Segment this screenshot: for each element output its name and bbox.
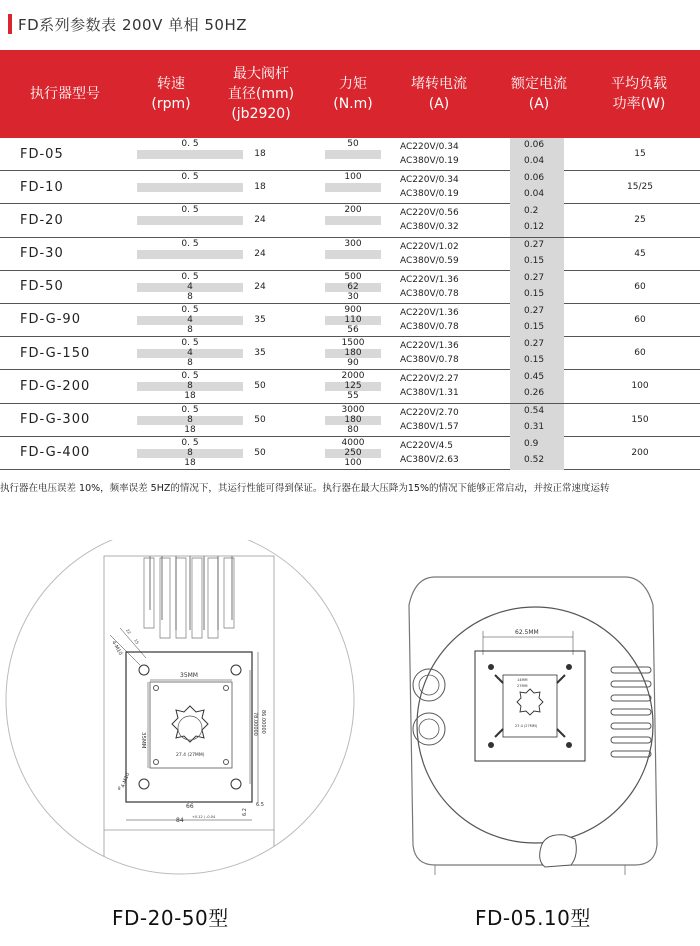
model-cell: FD-20 (20, 212, 64, 228)
current-220v: AC220V/1.36 (400, 341, 459, 352)
rated-current-cell (510, 370, 564, 403)
torque-value: 50 (347, 139, 359, 149)
torque-cell (325, 371, 381, 401)
speed-cell (137, 205, 243, 215)
speed-value: 18 (184, 457, 196, 468)
current-220v: AC220V/2.27 (400, 374, 459, 385)
svg-text:6.2: 6.2 (242, 808, 248, 816)
current-220v: AC220V/0.34 (400, 142, 459, 152)
power-cell: 200 (631, 447, 649, 458)
diameter-cell: 24 (254, 248, 266, 259)
svg-text:27.4 (27MM): 27.4 (27MM) (176, 753, 205, 758)
title-accent-bar (8, 14, 12, 34)
header-speed: 转速 (rpm) (151, 76, 191, 112)
power-cell: 25 (634, 215, 646, 226)
speed-value: 8 (187, 414, 193, 425)
rated-current-cell (510, 238, 564, 271)
current-380v: AC380V/0.59 (400, 255, 459, 266)
stall-current-cell (400, 372, 480, 400)
svg-text:4-M10: 4-M10 (120, 771, 132, 789)
header-diameter: 最大阀杆 直径(mm) (jb2920) (227, 66, 295, 122)
rated-380v: 0.15 (524, 255, 545, 266)
footnote: 执行器在电压误差 10%，频率误差 5HZ的情况下，其运行性能可得到保证。执行器在最大压降为15%的情况下能够正常启动，并按正常速度运转 (0, 483, 610, 494)
table-row (0, 171, 700, 204)
caption-right: FD-05.10型 (475, 906, 591, 930)
stall-current-cell (400, 339, 480, 367)
svg-text:27.4 (27MM): 27.4 (27MM) (515, 724, 538, 728)
handle (540, 835, 577, 867)
power-cell: 100 (631, 381, 649, 392)
speed-value: 0. 5 (181, 139, 199, 149)
svg-text:35MM: 35MM (140, 732, 146, 749)
power-cell: 15 (634, 149, 646, 159)
rated-current-cell (510, 404, 564, 437)
speed-bar (137, 150, 243, 159)
torque-cell (325, 338, 381, 368)
header-stall-current: 堵转电流 (A) (411, 76, 467, 112)
current-380v: AC380V/2.63 (400, 454, 459, 465)
current-380v: AC380V/0.19 (400, 189, 459, 200)
torque-value: 90 (347, 358, 359, 369)
port-lower (413, 713, 445, 745)
power-cell: 60 (634, 281, 646, 292)
speed-value: 0. 5 (181, 371, 199, 382)
model-cell: FD-G-200 (20, 378, 91, 394)
rated-220v: 0.27 (524, 239, 545, 250)
rated-380v: 0.15 (524, 288, 545, 299)
table-row (0, 204, 700, 237)
speed-value: 8 (187, 291, 193, 302)
speed-cell (137, 405, 243, 435)
rated-current-cell (510, 138, 564, 171)
speed-value: 18 (184, 424, 196, 435)
power-cell: 60 (634, 314, 646, 325)
speed-value: 18 (184, 391, 196, 402)
speed-value: 4 (187, 281, 193, 292)
current-220v: AC220V/1.36 (400, 307, 459, 318)
svg-text:84: 84 (176, 817, 184, 824)
speed-cell (137, 338, 243, 368)
stall-current-cell (400, 406, 480, 434)
header-rated-current: 额定电流 (A) (511, 76, 567, 112)
speed-value: 0. 5 (181, 338, 199, 349)
torque-cell (325, 205, 381, 215)
svg-text:14MM: 14MM (517, 678, 528, 682)
torque-value: 900 (344, 304, 362, 315)
torque-value: 100 (344, 457, 362, 468)
speed-value: 8 (187, 381, 193, 392)
speed-cell (137, 239, 243, 249)
table-row (0, 337, 700, 370)
torque-value: 200 (344, 205, 362, 216)
rated-380v: 0.52 (524, 454, 545, 465)
table-row (0, 271, 700, 304)
rated-380v: 0.04 (524, 189, 545, 200)
svg-text:78.00000: 78.00000 (252, 712, 258, 736)
speed-cell (137, 438, 243, 468)
svg-text:4-M10: 4-M10 (110, 640, 124, 657)
current-220v: AC220V/1.36 (400, 274, 459, 285)
speed-value: 0. 5 (181, 437, 199, 448)
svg-text:15: 15 (133, 638, 141, 645)
model-cell: FD-G-300 (20, 412, 91, 427)
speed-cell (137, 172, 243, 182)
table-row (0, 304, 700, 337)
drawing-fd-05-10 (395, 565, 695, 895)
rated-current-cell (510, 337, 564, 370)
torque-bar (325, 216, 381, 225)
power-cell: 150 (631, 414, 649, 425)
table-row (0, 370, 700, 403)
drawing-fd-20-50 (0, 540, 360, 900)
svg-text:6.5: 6.5 (256, 802, 264, 808)
diameter-cell: 18 (254, 182, 266, 193)
current-380v: AC380V/0.32 (400, 222, 459, 233)
torque-bar (325, 183, 381, 192)
speed-value: 4 (187, 348, 193, 359)
torque-cell (325, 405, 381, 435)
svg-text:86.00000: 86.00000 (260, 710, 266, 734)
diameter-cell: 35 (254, 348, 266, 359)
speed-value: 0. 5 (181, 172, 199, 183)
current-380v: AC380V/1.31 (400, 388, 459, 399)
rated-current-cell (510, 271, 564, 304)
stall-current-cell (400, 439, 480, 467)
cooling-fins (150, 556, 232, 630)
speed-value: 0. 5 (181, 238, 199, 249)
rated-220v: 0.27 (524, 305, 545, 316)
torque-value: 55 (347, 391, 359, 402)
rated-220v: 0.27 (524, 339, 545, 350)
torque-value: 250 (344, 447, 362, 458)
diameter-cell: 50 (254, 381, 266, 392)
power-cell: 60 (634, 348, 646, 359)
table-title (8, 12, 247, 36)
stall-current-cell (400, 240, 480, 268)
current-380v: AC380V/0.78 (400, 321, 459, 332)
model-cell: FD-05 (20, 146, 64, 162)
torque-value: 500 (344, 271, 362, 282)
svg-text:8: 8 (118, 786, 121, 791)
torque-value: 80 (347, 424, 359, 435)
rated-220v: 0.06 (524, 173, 545, 184)
stall-current-cell (400, 140, 480, 168)
current-220v: AC220V/2.70 (400, 407, 459, 418)
speed-value: 0. 5 (181, 205, 199, 216)
current-380v: AC380V/0.78 (400, 355, 459, 366)
rated-220v: 0.2 (524, 206, 539, 217)
stall-current-cell (400, 206, 480, 234)
rated-220v: 0.54 (524, 405, 545, 416)
svg-text:+0.12 / -0.04: +0.12 / -0.04 (192, 815, 216, 819)
torque-cell (325, 272, 381, 302)
model-cell: FD-G-400 (20, 445, 91, 461)
speed-cell (137, 139, 243, 149)
current-380v: AC380V/0.19 (400, 156, 459, 166)
speed-value: 0. 5 (181, 271, 199, 282)
rated-current-cell (510, 304, 564, 337)
rated-current-cell (510, 204, 564, 237)
rated-380v: 0.31 (524, 421, 545, 432)
speed-cell (137, 272, 243, 302)
model-cell: FD-50 (20, 279, 64, 295)
diameter-cell: 50 (254, 447, 266, 458)
current-380v: AC380V/1.57 (400, 421, 459, 432)
header-model: 执行器型号 (30, 86, 100, 102)
table-body (0, 138, 700, 470)
speed-value: 0. 5 (181, 404, 199, 415)
torque-cell (325, 139, 381, 149)
torque-value: 1500 (341, 338, 365, 349)
model-cell: FD-10 (20, 179, 64, 195)
torque-value: 100 (344, 172, 362, 183)
rated-220v: 0.45 (524, 372, 545, 383)
stall-current-cell (400, 306, 480, 334)
speed-value: 4 (187, 314, 193, 325)
torque-value: 62 (347, 281, 359, 292)
torque-value: 2000 (341, 371, 365, 382)
svg-text:66: 66 (186, 803, 194, 810)
stall-current-cell (400, 273, 480, 301)
speed-value: 0. 5 (181, 304, 199, 315)
torque-value: 4000 (341, 437, 365, 448)
rated-220v: 0.06 (524, 140, 545, 150)
svg-text:27MM: 27MM (517, 684, 528, 688)
rated-380v: 0.12 (524, 222, 545, 233)
diameter-cell: 24 (254, 215, 266, 226)
table-row (0, 437, 700, 470)
current-220v: AC220V/1.02 (400, 241, 459, 252)
current-220v: AC220V/4.5 (400, 440, 453, 451)
power-cell: 45 (634, 248, 646, 259)
cooling-fins-right (611, 667, 651, 757)
speed-value: 8 (187, 447, 193, 458)
torque-cell (325, 438, 381, 468)
stall-current-cell (400, 173, 480, 201)
diameter-cell: 18 (254, 149, 266, 159)
speed-cell (137, 305, 243, 335)
table-row (0, 238, 700, 271)
speed-value: 8 (187, 358, 193, 369)
current-220v: AC220V/0.34 (400, 175, 459, 186)
torque-cell (325, 305, 381, 335)
rated-current-cell (510, 171, 564, 204)
rated-380v: 0.04 (524, 156, 545, 166)
speed-bar (137, 216, 243, 225)
table-header (0, 50, 700, 138)
table-row (0, 138, 700, 171)
rated-380v: 0.26 (524, 388, 545, 399)
torque-value: 125 (344, 381, 362, 392)
torque-bar (325, 150, 381, 159)
current-380v: AC380V/0.78 (400, 288, 459, 299)
diameter-cell: 50 (254, 414, 266, 425)
speed-bar (137, 183, 243, 192)
speed-value: 8 (187, 324, 193, 335)
rated-380v: 0.15 (524, 321, 545, 332)
torque-value: 180 (344, 348, 362, 359)
model-cell: FD-30 (20, 246, 64, 262)
torque-value: 56 (347, 324, 359, 335)
caption-left: FD-20-50型 (112, 906, 229, 930)
power-cell: 15/25 (627, 182, 653, 193)
diameter-cell: 24 (254, 281, 266, 292)
model-cell: FD-G-150 (20, 345, 91, 361)
title-text: FD系列参数表 200V 单相 50HZ (18, 15, 248, 34)
diameter-cell: 35 (254, 314, 266, 325)
torque-value: 3000 (341, 404, 365, 415)
svg-text:35MM: 35MM (180, 672, 198, 679)
rated-380v: 0.15 (524, 355, 545, 366)
svg-text:62.5MM: 62.5MM (515, 629, 539, 636)
speed-cell (137, 371, 243, 401)
rated-220v: 0.9 (524, 438, 539, 449)
rated-current-cell (510, 437, 564, 470)
rated-220v: 0.27 (524, 272, 545, 283)
torque-value: 180 (344, 414, 362, 425)
table-row (0, 404, 700, 437)
torque-cell (325, 239, 381, 249)
current-220v: AC220V/0.56 (400, 208, 459, 219)
svg-text:22: 22 (125, 628, 133, 635)
speed-bar (137, 250, 243, 259)
torque-value: 110 (344, 314, 362, 325)
torque-value: 300 (344, 238, 362, 249)
header-power: 平均负载 功率(W) (611, 76, 667, 112)
torque-cell (325, 172, 381, 182)
torque-value: 30 (347, 291, 359, 302)
header-torque: 力矩 (N.m) (333, 76, 373, 112)
torque-bar (325, 250, 381, 259)
model-cell: FD-G-90 (20, 312, 81, 328)
